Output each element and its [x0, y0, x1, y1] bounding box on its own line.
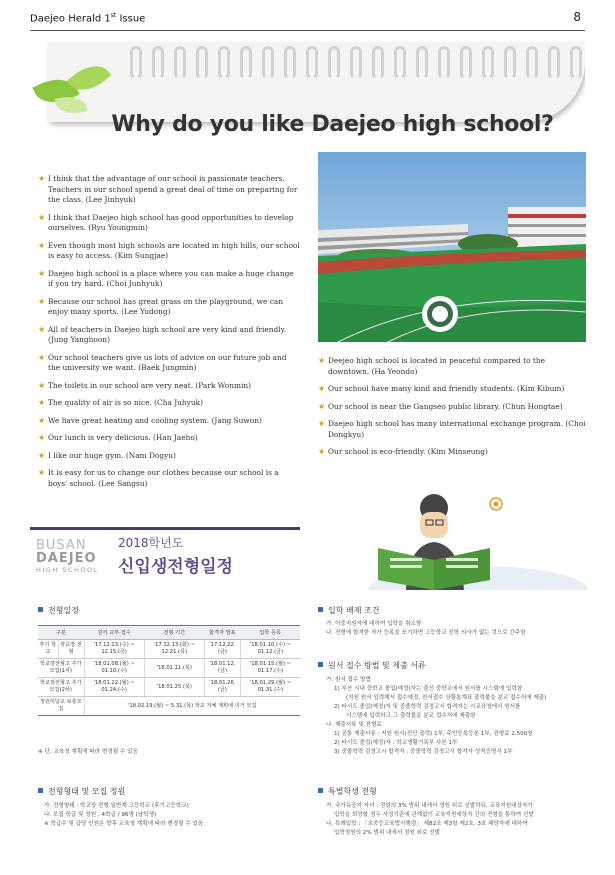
quote-item: [38, 398, 300, 409]
exclusion-text: [326, 620, 588, 638]
quote-text: Daejeo high school has many international exchange program. (Choi Dongkyu): [328, 419, 586, 439]
star-icon: ★: [318, 384, 326, 393]
schedule-table: [38, 625, 300, 716]
star-icon: ★: [38, 296, 46, 306]
quotes-left-column: [38, 174, 300, 496]
text-line: 2) 타시도 졸업(예정)자 : 학교생활기록부 사본 1부: [334, 740, 458, 746]
column-header: 원서 교부·접수: [84, 626, 144, 640]
quote-item: [38, 241, 300, 262]
quote-text: We have great heating and cooling system. (Jang Suwon): [48, 415, 262, 425]
quote-item: [38, 416, 300, 427]
page-number: 8: [573, 10, 581, 24]
section-box-icon: [318, 662, 323, 667]
table-cell: '18.01.10.(수) ~ 01.12.(금): [240, 640, 300, 659]
table-cell: 학교장 전형: [58, 640, 84, 659]
table-row: [38, 678, 300, 697]
table-cell: 후기 학교: [38, 640, 58, 659]
header-rule: [30, 30, 585, 31]
student-reading-illustration: [368, 490, 588, 590]
star-icon: ★: [38, 468, 46, 477]
newsletter-title: Daejeo Herald 1st Issue: [30, 12, 146, 25]
quote-item: [318, 356, 588, 377]
table-cell: '18.01.12.(금): [204, 659, 240, 678]
quote-item: [38, 353, 300, 374]
text-line: 2) 타시도 졸업(예정)자 및 중졸학력 검정고시 합격자는 시교육청에서 원서를: [334, 704, 521, 710]
application-text: [326, 676, 588, 757]
quote-text: Our school is near the Gangseo public library. (Chun Hongtae): [328, 401, 563, 411]
text-line: 가. 원서 접수 방법: [326, 677, 371, 683]
quote-item: [38, 451, 300, 462]
quote-item: [38, 468, 300, 489]
table-cell: 학교장전형고 추가모집(2차): [38, 678, 84, 697]
text-line: 나. 전형에 합격한 자가 등록을 포기하면 고등학교 진학 의사가 없는 것으로 간주함: [326, 630, 526, 636]
quote-text: It is easy for us to change our clothes because our school is a boys' school. (Lee Sangsu): [48, 468, 279, 488]
admission-type-text: [44, 802, 302, 829]
text-line: 입학정원의 2% 범위 내에서 정원 외로 선발: [334, 830, 441, 836]
quote-item: [38, 213, 300, 234]
text-line: ※ 학급수 및 급당 인원은 향후 교육청 계획에 따라 변경될 수 있음: [44, 821, 204, 827]
section-divider: [30, 527, 300, 530]
quote-text: Deejeo high school is located in peaceful compared to the downtown. (Ha Yeondo): [328, 356, 545, 376]
quote-item: [318, 447, 588, 458]
quote-item: [318, 402, 588, 413]
star-icon: ★: [38, 398, 46, 407]
quote-text: Daejeo high school is a place where you can make a huge change if you try hard. (Choi Junhyuk): [48, 268, 294, 288]
table-cell: '17.12.13.(화) ~ 12.21.(목): [144, 640, 204, 659]
star-icon: ★: [318, 356, 326, 365]
text-line: 나. 특례입학 : 「초중등교육법시행령」 제82조 제3항 제2호, 3호 해당자에 대하여: [326, 821, 528, 827]
school-logo-high-school: HIGH SCHOOL: [36, 566, 99, 574]
star-icon: ★: [38, 352, 46, 362]
table-cell: '18.01.25.(목): [144, 678, 204, 697]
spiral-binding: [130, 46, 585, 80]
text-line: 가. 이중지원자에 대하여 입학을 취소함: [326, 621, 422, 627]
school-photo-illustration: [318, 152, 586, 342]
table-row: [38, 659, 300, 678]
table-cell: 학교장전형고 추가모집(1차): [38, 659, 84, 678]
table-cell: '18.01.08.(월) ~ 01.10.(수): [84, 659, 144, 678]
text-line: 나. 모집 학급 및 정원 : 4학급 / 96명 (남학생): [44, 812, 157, 818]
table-cell: '17.12.13.(수) ~ 12.15.(금): [84, 640, 144, 659]
quote-item: [318, 384, 588, 395]
table-header-row: [38, 626, 300, 640]
school-photo: [318, 152, 586, 342]
table-cell: '18.01.15.(월) ~ 01.17.(수): [240, 659, 300, 678]
quote-text: Our school is eco-friendly. (Kim Minseung): [328, 447, 488, 456]
quote-text: Our lunch is very delicious. (Han Jaeho): [48, 433, 198, 442]
column-header: 합격자 발표: [204, 626, 240, 640]
admission-title: 신입생전형일정: [118, 557, 233, 577]
quote-item: [318, 419, 588, 440]
admission-schedule-title: [118, 534, 233, 577]
table-cell: '18.02.19.(월) ~ 5.31.(목) 학교 자체 계획에 의거 모집: [84, 697, 300, 716]
table-cell: '18.01.11.(목): [144, 659, 204, 678]
section-box-icon: [38, 607, 43, 612]
schedule-note: ※ 단, 교육청 계획에 따라 변경될 수 있음: [38, 749, 138, 755]
table-row: [38, 697, 300, 716]
star-icon: ★: [318, 447, 326, 456]
quote-text: Our school have many kind and friendly students. (Kim Kibum): [328, 384, 565, 393]
quote-text: The quality of air is so nice. (Cha Juhyuk): [48, 398, 203, 407]
school-logo-busan: BUSAN: [36, 538, 87, 553]
star-icon: ★: [38, 240, 46, 250]
text-line: 입학을 희망할 경우 사정기준에 관계없이 교육지원대상자 간의 전형을 통하여 선발: [334, 812, 534, 818]
quote-item: [38, 381, 300, 392]
text-line: 1) 부산 시내 중학교 졸업(예정)자는 출신 중학교에서 원서를 시스템에 입력함: [334, 686, 523, 692]
quote-text: Our school teachers give us lots of advice on our future job and the university we want. (Baek Jungmin): [48, 352, 287, 372]
star-icon: ★: [318, 401, 326, 411]
star-icon: ★: [38, 324, 46, 334]
text-line: 나. 제출서류 및 전형료: [326, 722, 382, 728]
section-box-icon: [318, 788, 323, 793]
text-line: 시스템에 입력하고 그 출력물을 분교 접수처에 제출함: [346, 713, 476, 719]
column-header: 구분: [38, 626, 84, 640]
star-icon: ★: [318, 419, 326, 428]
column-header: 입학 등록: [240, 626, 300, 640]
star-icon: ★: [38, 433, 46, 442]
star-icon: ★: [38, 415, 46, 425]
section-box-icon: [318, 607, 323, 612]
quote-text: I like our huge gym. (Nam Dogyu): [48, 450, 176, 460]
table-cell: 정원미달교 보충모집: [38, 697, 84, 716]
school-logo-daejeo: DAEJEO: [36, 551, 97, 566]
quote-text: I think that the advantage of our school is passionate teachers. Teachers in our school spend a great deal of time on preparing for the class. (Lee Jinhyuk): [48, 174, 298, 204]
exclusion-heading: 입학 배제 조건: [318, 605, 379, 616]
text-line: 3) 중졸학력 검정고시 합격자 : 중졸학력 검정고시 합격자 성적증명서 1부: [334, 749, 513, 755]
section-box-icon: [38, 788, 43, 793]
table-row: [38, 640, 300, 659]
quote-item: [38, 269, 300, 290]
page-header: [30, 8, 581, 28]
text-line: 가. 국가유공자 자녀 : 정원의 3% 범위 내에서 정원 외로 선발하되, 교육지원대상자가: [326, 803, 533, 809]
application-heading: 원서 접수 방법 및 제출 서류: [318, 660, 426, 671]
special-text: [326, 802, 588, 838]
quotes-right-column: [318, 356, 588, 465]
star-icon: ★: [38, 268, 46, 278]
quote-text: Because our school has great grass on the playground, we can enjoy many sports. (Lee Yudong): [48, 296, 284, 316]
quote-text: Even though most high schools are located in high hills, our school is easy to access. (Kim Sungjae): [48, 240, 300, 260]
quote-item: [38, 297, 300, 318]
column-header: 전형 기간: [144, 626, 204, 640]
star-icon: ★: [38, 450, 46, 460]
text-line: 가. 전형형태 : 학교장 전형 일반계 고등학교 (후기고등학교): [44, 803, 189, 809]
quote-item: [38, 325, 300, 346]
table-cell: '17.12.22.(금): [204, 640, 240, 659]
quote-item: [38, 433, 300, 444]
star-icon: ★: [38, 380, 46, 390]
special-heading: 특별학생 전형: [318, 786, 377, 797]
table-cell: '18.01.29.(월) ~ 01.31.(수): [240, 678, 300, 697]
admission-year: 2018학년도: [118, 536, 184, 550]
admission-type-heading: 전형형태 및 모집 정원: [38, 786, 125, 797]
schedule-heading: 전형일정: [38, 605, 79, 616]
table-cell: '18.01.22.(월) ~ 01.24.(수): [84, 678, 144, 697]
quote-text: The toilets in our school are very neat. (Park Wonmin): [48, 380, 251, 390]
page-headline: Why do you like Daejeo high school?: [111, 112, 554, 137]
text-line: (지원 원서 입력해서 접수예정, 원서접수 상황통계표 출력물을 분교 접수처에 제출): [346, 695, 547, 701]
star-icon: ★: [38, 212, 46, 222]
quote-item: [38, 174, 300, 206]
table-cell: '18.01.26.(금): [204, 678, 240, 697]
quote-text: I think that Daejeo high school has good opportunities to develop ourselves. (Ryu Youngmin): [48, 212, 294, 232]
text-line: 1) 공통 제출서류 : 지원 원서(전산 출력) 1부, 주민등록등본 1부, 전형료 2,500원: [334, 731, 533, 737]
star-icon: ★: [38, 174, 46, 183]
quote-text: All of teachers in Daejeo high school are very kind and friendly. (Jung Yanghoon): [48, 324, 287, 344]
